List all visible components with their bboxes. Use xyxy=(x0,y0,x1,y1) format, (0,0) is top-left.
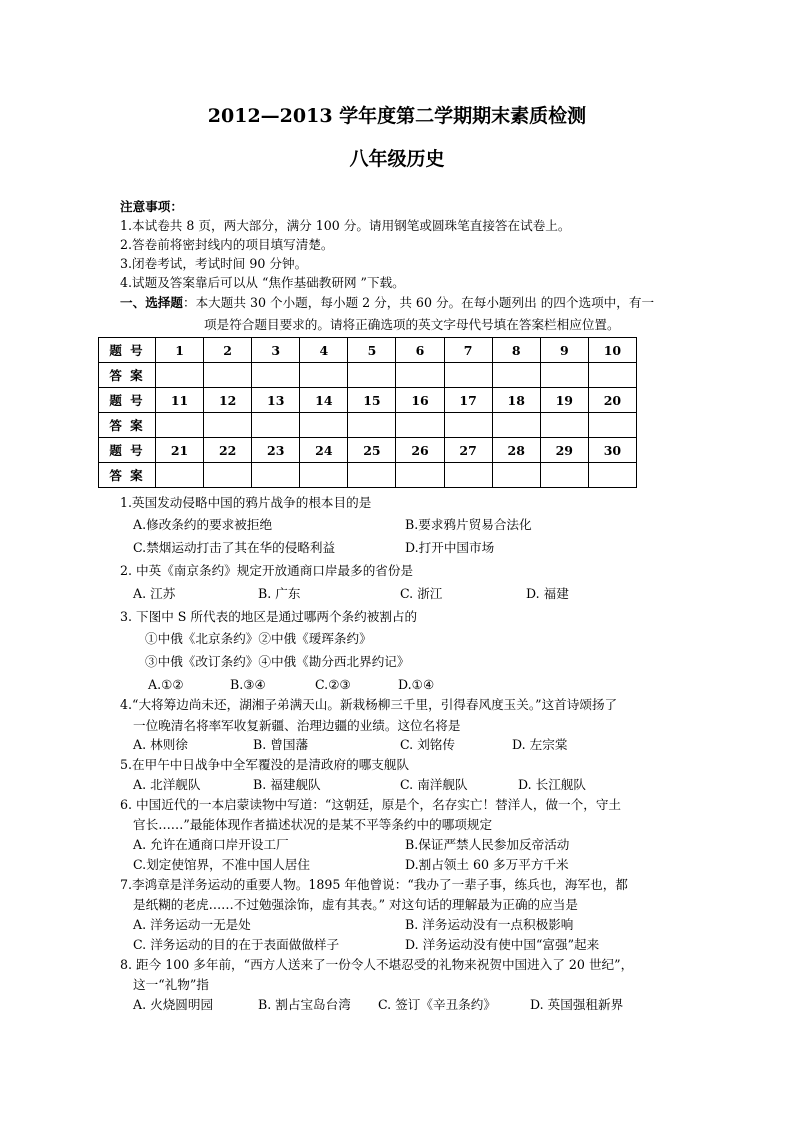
answer-row xyxy=(99,463,637,488)
treaty-list-line: ③中俄《改订条约》④中俄《勘分西北界约记》 xyxy=(145,654,410,669)
answer-cell[interactable] xyxy=(540,463,588,488)
question-stem: 7.李鸿章是洋务运动的重要人物。1895 年他曾说：“我办了一辈子事，练兵也，海军也，都 xyxy=(120,877,628,892)
option-a: A. 洋务运动一无是处 xyxy=(133,917,251,932)
question-stem: 4.“大将筹边尚未还，湖湘子弟满天山。新栽杨柳三千里，引得春风度玉关。”这首诗颂扬了 xyxy=(120,697,618,712)
answer-cell[interactable] xyxy=(396,413,444,438)
question-number-row xyxy=(99,388,637,413)
question-stem: 8. 距今 100 多年前，“西方人送来了一份令人不堪忍受的礼物来祝贺中国进入了 20 世纪”， xyxy=(120,957,634,972)
question-number: 13 xyxy=(252,388,300,413)
answer-label: 答 案 xyxy=(99,463,156,488)
answer-cell[interactable] xyxy=(444,463,492,488)
question-number: 6 xyxy=(396,338,444,363)
option-d: D. 英国强租新界 xyxy=(530,997,624,1012)
section-line-1: ：本大题共 30 个小题，每小题 2 分，共 60 分。在每小题列出 的四个选项中，有一 xyxy=(182,295,655,310)
answer-cell[interactable] xyxy=(588,463,636,488)
question-number-row xyxy=(99,438,637,463)
question-number-label: 题 号 xyxy=(99,338,156,363)
question-stem-continued: 官长……”最能体现作者描述状况的是某不平等条约中的哪项规定 xyxy=(133,817,493,832)
option-a: A. 北洋舰队 xyxy=(133,777,201,792)
option-b: B.保证严禁人民参加反帝活动 xyxy=(405,837,570,852)
question-number: 27 xyxy=(444,438,492,463)
option-c: C. 南洋舰队 xyxy=(400,777,468,792)
question-number: 18 xyxy=(492,388,540,413)
question-number: 11 xyxy=(156,388,204,413)
exam-subtitle: 八年级历史 xyxy=(349,148,445,170)
answer-row xyxy=(99,413,637,438)
question-number: 24 xyxy=(300,438,348,463)
question-stem-continued: 一位晚清名将率军收复新疆、治理边疆的业绩。这位名将是 xyxy=(133,718,461,733)
answer-cell[interactable] xyxy=(252,463,300,488)
notice-item: 3.闭卷考试，考试时间 90 分钟。 xyxy=(120,256,308,271)
question-number: 9 xyxy=(540,338,588,363)
option-d: D.①④ xyxy=(398,677,435,692)
answer-cell[interactable] xyxy=(348,413,396,438)
question-number: 19 xyxy=(540,388,588,413)
option-b: B. 曾国藩 xyxy=(253,737,309,752)
answer-cell[interactable] xyxy=(204,463,252,488)
question-number: 2 xyxy=(204,338,252,363)
answer-cell[interactable] xyxy=(396,363,444,388)
answer-table xyxy=(98,337,637,488)
answer-cell[interactable] xyxy=(156,463,204,488)
answer-label: 答 案 xyxy=(99,413,156,438)
option-b: B. 割占宝岛台湾 xyxy=(258,997,351,1012)
notice-item: 1.本试卷共 8 页，两大部分，满分 100 分。请用钢笔或圆珠笔直接答在试卷上。 xyxy=(120,218,571,233)
question-number: 23 xyxy=(252,438,300,463)
question-stem: 5.在甲午中日战争中全军覆没的是清政府的哪支舰队 xyxy=(120,757,410,772)
option-c: C. 浙江 xyxy=(400,586,443,601)
option-b: B.③④ xyxy=(230,677,266,692)
question-number-label: 题 号 xyxy=(99,438,156,463)
section-line-2: 项是符合题目要求的。请将正确选项的英文字母代号填在答案栏相应位置。 xyxy=(204,317,620,332)
option-a: A. 江苏 xyxy=(133,586,176,601)
answer-cell[interactable] xyxy=(588,363,636,388)
question-number: 16 xyxy=(396,388,444,413)
answer-cell[interactable] xyxy=(492,363,540,388)
notice-heading: 注意事项： xyxy=(120,199,183,214)
option-c: C.划定使馆界，不准中国人居住 xyxy=(133,857,310,872)
answer-cell[interactable] xyxy=(492,413,540,438)
option-d: D.打开中国市场 xyxy=(405,540,495,555)
option-d: D. 福建 xyxy=(526,586,569,601)
section-instructions xyxy=(120,295,654,311)
answer-row xyxy=(99,363,637,388)
option-a: A. 火烧圆明园 xyxy=(133,997,214,1012)
answer-cell[interactable] xyxy=(204,413,252,438)
question-number-label: 题 号 xyxy=(99,388,156,413)
option-d: D. 长江舰队 xyxy=(518,777,587,792)
option-b: B. 广东 xyxy=(258,586,301,601)
question-number: 26 xyxy=(396,438,444,463)
answer-cell[interactable] xyxy=(492,463,540,488)
option-a: A. 允许在通商口岸开设工厂 xyxy=(133,837,289,852)
question-number: 1 xyxy=(156,338,204,363)
question-number: 15 xyxy=(348,388,396,413)
option-b: B. 福建舰队 xyxy=(253,777,321,792)
option-c: C. 刘铭传 xyxy=(400,737,455,752)
notice-item: 2.答卷前将密封线内的项目填写清楚。 xyxy=(120,237,334,252)
question-number: 17 xyxy=(444,388,492,413)
question-number-row xyxy=(99,338,637,363)
answer-cell[interactable] xyxy=(540,413,588,438)
option-d: D. 洋务运动没有使中国“富强”起来 xyxy=(405,937,600,952)
question-number: 10 xyxy=(588,338,636,363)
question-number: 28 xyxy=(492,438,540,463)
question-number: 20 xyxy=(588,388,636,413)
question-number: 8 xyxy=(492,338,540,363)
answer-cell[interactable] xyxy=(396,463,444,488)
answer-cell[interactable] xyxy=(444,413,492,438)
answer-cell[interactable] xyxy=(156,363,204,388)
answer-cell[interactable] xyxy=(300,463,348,488)
question-number: 21 xyxy=(156,438,204,463)
option-b: B.要求鸦片贸易合法化 xyxy=(405,517,532,532)
answer-cell[interactable] xyxy=(588,413,636,438)
question-number: 5 xyxy=(348,338,396,363)
answer-cell[interactable] xyxy=(252,413,300,438)
answer-label: 答 案 xyxy=(99,363,156,388)
question-number: 3 xyxy=(252,338,300,363)
option-c: C. 洋务运动的目的在于表面做做样子 xyxy=(133,937,340,952)
question-stem: 6. 中国近代的一本启蒙读物中写道：“这朝廷，原是个，名存实亡！替洋人，做一个，守土 xyxy=(120,797,622,812)
answer-cell[interactable] xyxy=(204,363,252,388)
option-d: D. 左宗棠 xyxy=(512,737,568,752)
option-c: C.②③ xyxy=(315,677,351,692)
answer-cell[interactable] xyxy=(540,363,588,388)
option-c: C. 签订《辛丑条约》 xyxy=(378,997,496,1012)
question-stem-continued: 这一“礼物”指 xyxy=(133,977,209,992)
exam-title: 2012—2013 学年度第二学期期末素质检测 xyxy=(207,105,587,127)
question-stem: 1.英国发动侵略中国的鸦片战争的根本目的是 xyxy=(120,495,372,510)
section-label: 一、选择题 xyxy=(120,295,183,310)
answer-cell[interactable] xyxy=(444,363,492,388)
option-a: A. 林则徐 xyxy=(133,737,188,752)
question-number: 14 xyxy=(300,388,348,413)
answer-cell[interactable] xyxy=(348,463,396,488)
option-b: B. 洋务运动没有一点积极影响 xyxy=(405,917,574,932)
answer-cell[interactable] xyxy=(348,363,396,388)
question-stem: 2. 中英《南京条约》规定开放通商口岸最多的省份是 xyxy=(120,563,414,578)
answer-cell[interactable] xyxy=(300,413,348,438)
question-number: 12 xyxy=(204,388,252,413)
treaty-list-line: ①中俄《北京条约》②中俄《瑷珲条约》 xyxy=(145,631,372,646)
answer-cell[interactable] xyxy=(156,413,204,438)
option-c: C.禁烟运动打击了其在华的侵略利益 xyxy=(133,540,336,555)
answer-cell[interactable] xyxy=(300,363,348,388)
question-number: 25 xyxy=(348,438,396,463)
question-number: 22 xyxy=(204,438,252,463)
option-a: A.修改条约的要求被拒绝 xyxy=(133,517,273,532)
option-d: D.割占领土 60 多万平方千米 xyxy=(405,857,569,872)
answer-cell[interactable] xyxy=(252,363,300,388)
question-stem: 3. 下图中 S 所代表的地区是通过哪两个条约被割占的 xyxy=(120,609,418,624)
question-number: 4 xyxy=(300,338,348,363)
question-number: 29 xyxy=(540,438,588,463)
question-number: 7 xyxy=(444,338,492,363)
question-number: 30 xyxy=(588,438,636,463)
question-stem-continued: 是纸糊的老虎……不过勉强涂饰，虚有其表。” 对这句话的理解最为正确的应当是 xyxy=(133,897,578,912)
option-a: A.①② xyxy=(148,677,184,692)
notice-item: 4.试题及答案靠后可以从 “焦作基础教研网 ”下载。 xyxy=(120,275,405,290)
